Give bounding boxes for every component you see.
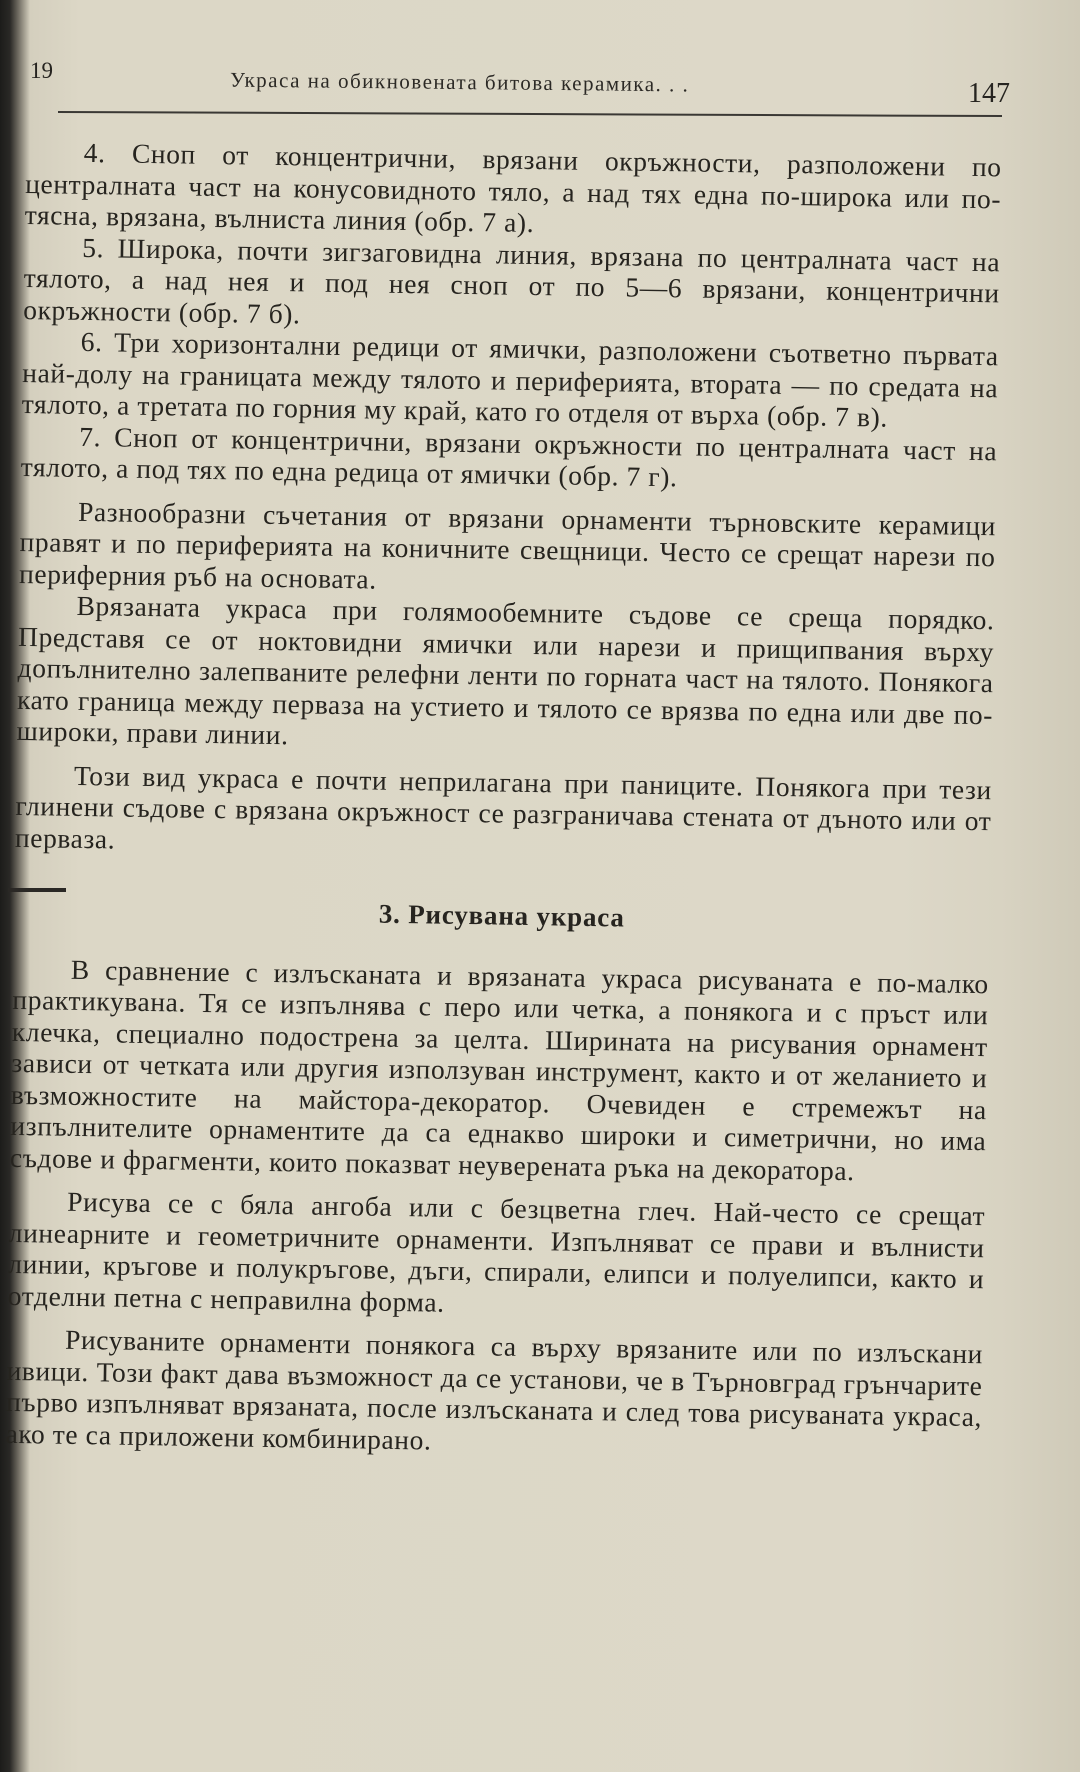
page-number: 147 — [968, 78, 1010, 109]
paragraph-candlesticks: Разнообразни съчетания от врязани орнаменти търновските керамици правят и по периферията на коничните свещници. Често се срещат нарези по периферния ръб на основата. — [18, 495, 997, 595]
left-page-number: 19 — [30, 58, 53, 83]
paragraph-large-vessels: Врязаната украса при голямообемните съдове се среща порядко. Представя се от ноктовидни ямички или нарези и прищипвания върху допълнително залепваните релефни ленти по горната част на тялото. Понякога като граница между перваза на устието и тялото се врязва по една или две по-широки, прави линии. — [16, 589, 995, 751]
paragraph-painted-intro: В сравнение с излъсканата и врязаната украса рисуваната е по-малко практикувана. Тя се изпълнява с перо или четка, а понякога и с пръст или клечка, специално подострена за целта. Ширината на рисувания орнамент зависи от четката или другия използуван инструмент, както и от желанието и възможностите на майстора-декоратор. Очевиден е стремежът на изпълнителите орнаментите да са еднакво широки и симетрични, но има съдове и фрагменти, които показват неуверената ръка на декоратора. — [9, 953, 990, 1186]
paragraph-painted-order: Рисуваните орнаменти понякога са върху врязаните или по излъскани ивици. Този факт дава възможност да се установи, че в Търновград грънчарите първо изпълняват врязаната, после излъсканата и след това рисуваната украса, ако те са приложени комбинирано. — [5, 1323, 984, 1456]
paragraph-bowls: Този вид украса е почти неприлагана при паниците. Понякога при тези глинени съдове с врязана окръжност се разграничава стената от дъното или от перваза. — [14, 759, 993, 854]
body-text — [5, 136, 1002, 1464]
page-header — [30, 52, 1010, 112]
section-heading: 3. Рисувана украса — [378, 898, 625, 933]
paragraph-painted-materials: Рисува се с бяла ангоба или с безцветна глеч. Най-често се срещат линеарните и геометричните орнаменти. Изпълняват се прави и вълнисти линии, кръгове и полукръгове, дъги, спирали, елипси и полуелипси, както и отделни петна с неправилна форма. — [7, 1185, 986, 1318]
paragraph-item-5: 5. Широка, почти зигзаговидна линия, врязана по централната част на тялото, а над нея и под нея сноп от по 5—6 врязани, концентрични окръжности (обр. 7 б). — [23, 231, 1001, 329]
paragraph-item-7: 7. Сноп от концентрични, врязани окръжности по централната част на тялото, а под тях по една редица от ямички (обр. 7 г). — [20, 420, 998, 493]
paragraph-item-6: 6. Три хоризонтални редици от ямички, разположени съответно първата най-долу на границата между тялото и периферията, втората — по средата на тялото, а третата по горния му край, като го отделя от върха (обр. 7 в). — [21, 325, 999, 433]
paragraph-item-4: 4. Сноп от концентрични, врязани окръжности, разположени по централната част на конусовидното тяло, а над тях една по-широка или по-тясна, врязана, вълниста линия (обр. 7 а). — [24, 136, 1002, 238]
running-title: Украса на обикновената битова керамика. . . — [229, 67, 690, 97]
